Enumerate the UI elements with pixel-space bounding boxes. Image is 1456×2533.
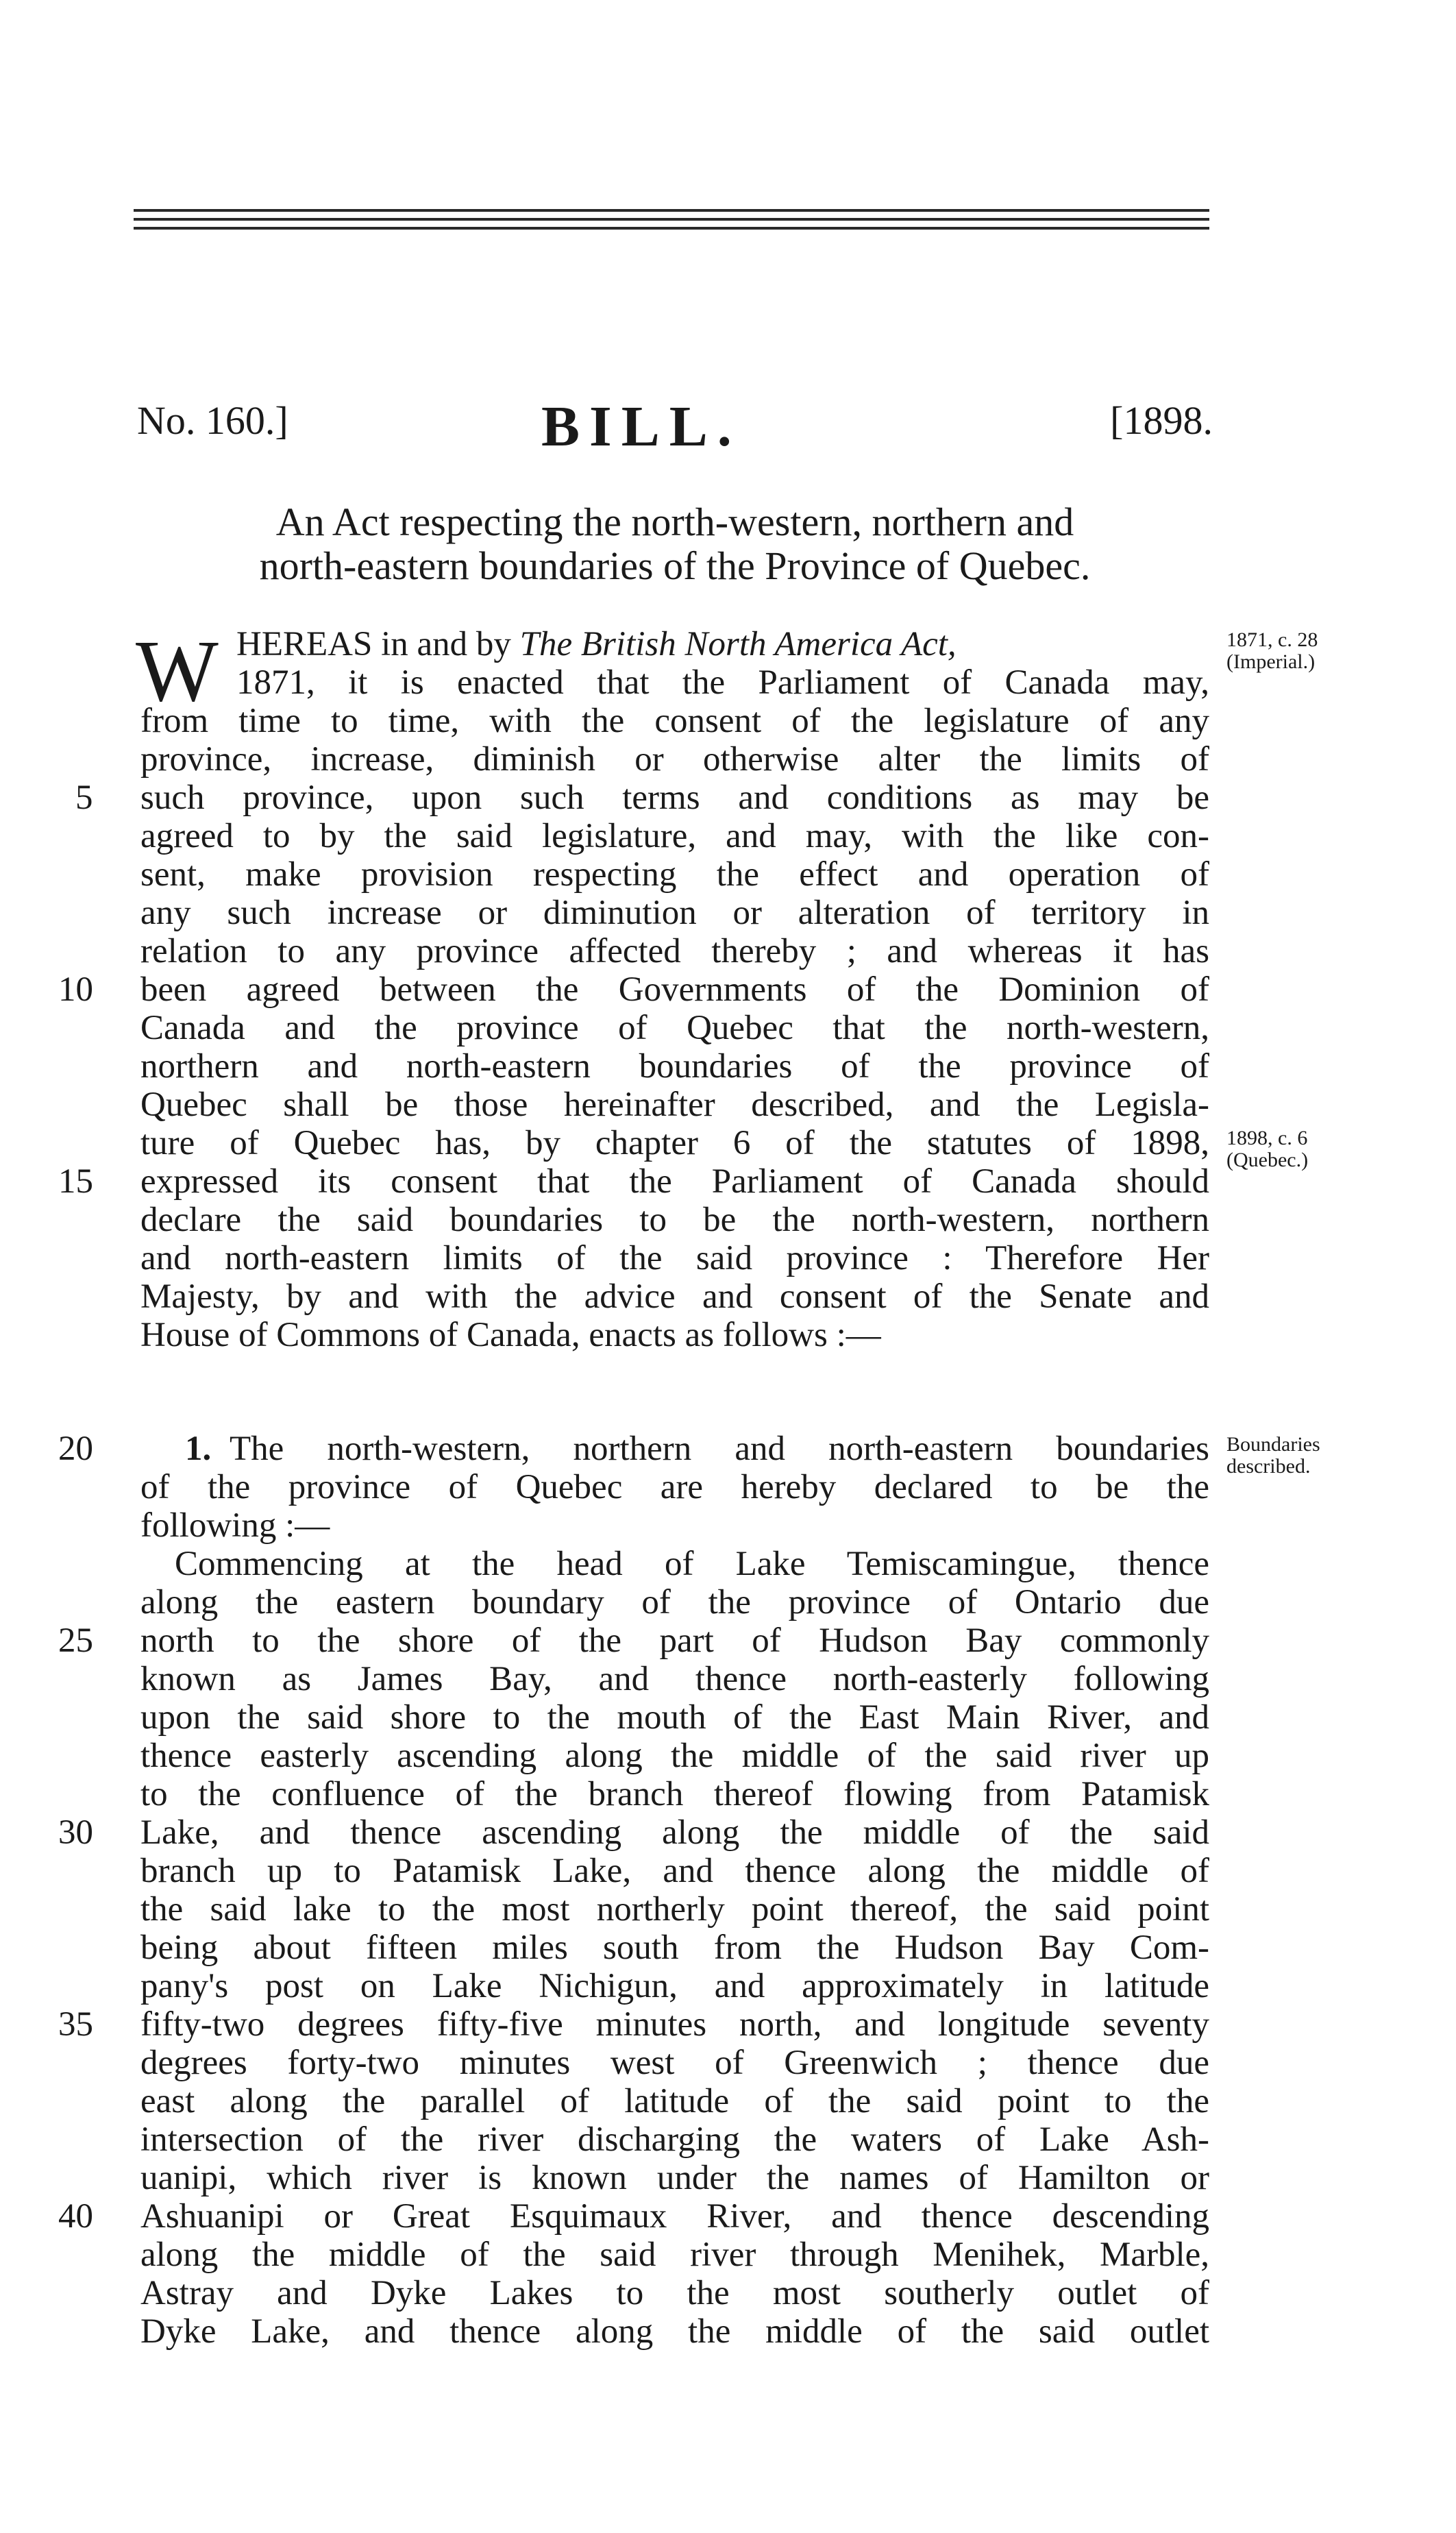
preamble-line: been agreed between the Governments of the Dominion of	[140, 970, 1209, 1009]
margin-note-line: Boundaries	[1226, 1433, 1320, 1456]
section-line: along the eastern boundary of the province of Ontario due	[140, 1583, 1209, 1622]
section-line: intersection of the river discharging the waters of Lake Ash-	[140, 2120, 1209, 2159]
section-line: Commencing at the head of Lake Temiscamingue, thence	[175, 1545, 1209, 1583]
preamble-line: expressed its consent that the Parliament of Canada should	[140, 1162, 1209, 1201]
margin-note-1898	[1226, 1127, 1308, 1171]
section-line: Ashuanipi or Great Esquimaux River, and thence descending	[140, 2197, 1209, 2236]
bill-header	[137, 397, 1213, 459]
line-number: 40	[58, 2197, 93, 2236]
preamble-line: agreed to by the said legislature, and may, with the like con-	[140, 817, 1209, 855]
section-line: following :—	[140, 1506, 330, 1545]
act-title	[123, 500, 1226, 588]
preamble-line: Majesty, by and with the advice and consent of the Senate and	[140, 1277, 1209, 1316]
margin-note-1871	[1226, 629, 1318, 673]
act-title-line: north-eastern boundaries of the Province of Quebec.	[259, 543, 1091, 588]
drop-cap: W	[136, 622, 219, 720]
section-line: north to the shore of the part of Hudson Bay commonly	[140, 1622, 1209, 1660]
section-line: of the province of Quebec are hereby declared to be the	[140, 1468, 1209, 1506]
act-title-line: An Act respecting the north-western, northern and	[275, 500, 1074, 544]
bill-year: [1898.	[1110, 398, 1213, 443]
line-number: 35	[58, 2005, 93, 2044]
preamble-line: declare the said boundaries to be the north-western, northern	[140, 1201, 1209, 1239]
act-name: The British North America Act,	[519, 625, 957, 663]
margin-note-line: (Imperial.)	[1226, 650, 1316, 673]
section-line: degrees forty-two minutes west of Greenwich ; thence due	[140, 2044, 1209, 2082]
margin-note-line: 1898, c. 6	[1226, 1127, 1308, 1149]
section-line: thence easterly ascending along the middle of the said river up	[140, 1737, 1209, 1775]
preamble-line: northern and north-eastern boundaries of the province of	[140, 1047, 1209, 1086]
preamble-line: from time to time, with the consent of the legislature of any	[140, 702, 1209, 740]
line-number: 5	[75, 779, 93, 817]
section-line: upon the said shore to the mouth of the East Main River, and	[140, 1698, 1209, 1737]
section-line: Dyke Lake, and thence along the middle of the said outlet	[140, 2312, 1209, 2351]
section-line: Astray and Dyke Lakes to the most southerly outlet of	[140, 2274, 1209, 2312]
margin-note-line: 1871, c. 28	[1226, 628, 1318, 651]
line-number: 30	[58, 1813, 93, 1852]
rule-line	[134, 209, 1209, 212]
section-line: known as James Bay, and thence north-easterly following	[140, 1660, 1209, 1698]
preamble-line: ture of Quebec has, by chapter 6 of the statutes of 1898,	[140, 1124, 1209, 1162]
section-line: pany's post on Lake Nichigun, and approximately in latitude	[140, 1967, 1209, 2005]
margin-note-line: (Quebec.)	[1226, 1149, 1309, 1171]
section-line: branch up to Patamisk Lake, and thence along the middle of	[140, 1852, 1209, 1890]
margin-note-line: described.	[1226, 1455, 1311, 1478]
bill-number: No. 160.]	[137, 398, 288, 443]
line-number: 20	[58, 1430, 93, 1468]
line-number: 15	[58, 1162, 93, 1201]
preamble-line: relation to any province affected thereby ; and whereas it has	[140, 932, 1209, 970]
section-line: The north-western, northern and north-eastern boundaries	[230, 1430, 1209, 1468]
preamble-line: 1871, it is enacted that the Parliament of Canada may,	[236, 663, 1209, 702]
section-line: fifty-two degrees fifty-five minutes north, and longitude seventy	[140, 2005, 1209, 2044]
rule-line	[134, 227, 1209, 230]
margin-note-boundaries	[1226, 1434, 1320, 1478]
preamble-line: and north-eastern limits of the said province : Therefore Her	[140, 1239, 1209, 1277]
header-rules	[134, 209, 1209, 236]
preamble-line: Quebec shall be those hereinafter described, and the Legisla-	[140, 1086, 1209, 1124]
section-number: 1.	[185, 1430, 212, 1468]
preamble-line: sent, make provision respecting the effect and operation of	[140, 855, 1209, 894]
preamble-opening: HEREAS in and by	[236, 625, 520, 663]
bill-heading: BILL.	[541, 395, 741, 458]
section-line: to the confluence of the branch thereof flowing from Patamisk	[140, 1775, 1209, 1813]
preamble-line: such province, upon such terms and conditions as may be	[140, 779, 1209, 817]
section-line: Lake, and thence ascending along the middle of the said	[140, 1813, 1209, 1852]
preamble-line: any such increase or diminution or alteration of territory in	[140, 894, 1209, 932]
section-line: being about fifteen miles south from the Hudson Bay Com-	[140, 1929, 1209, 1967]
line-number: 10	[58, 970, 93, 1009]
section-line: uanipi, which river is known under the names of Hamilton or	[140, 2159, 1209, 2197]
rule-line	[134, 218, 1209, 221]
preamble-line	[236, 625, 1209, 663]
line-number: 25	[58, 1622, 93, 1660]
preamble-line: Canada and the province of Quebec that the north-western,	[140, 1009, 1209, 1047]
section-line: east along the parallel of latitude of the said point to the	[140, 2082, 1209, 2120]
preamble-line: House of Commons of Canada, enacts as follows :—	[140, 1316, 881, 1354]
section-line: the said lake to the most northerly point thereof, the said point	[140, 1890, 1209, 1929]
section-line: along the middle of the said river through Menihek, Marble,	[140, 2236, 1209, 2274]
preamble-line: province, increase, diminish or otherwise alter the limits of	[140, 740, 1209, 779]
